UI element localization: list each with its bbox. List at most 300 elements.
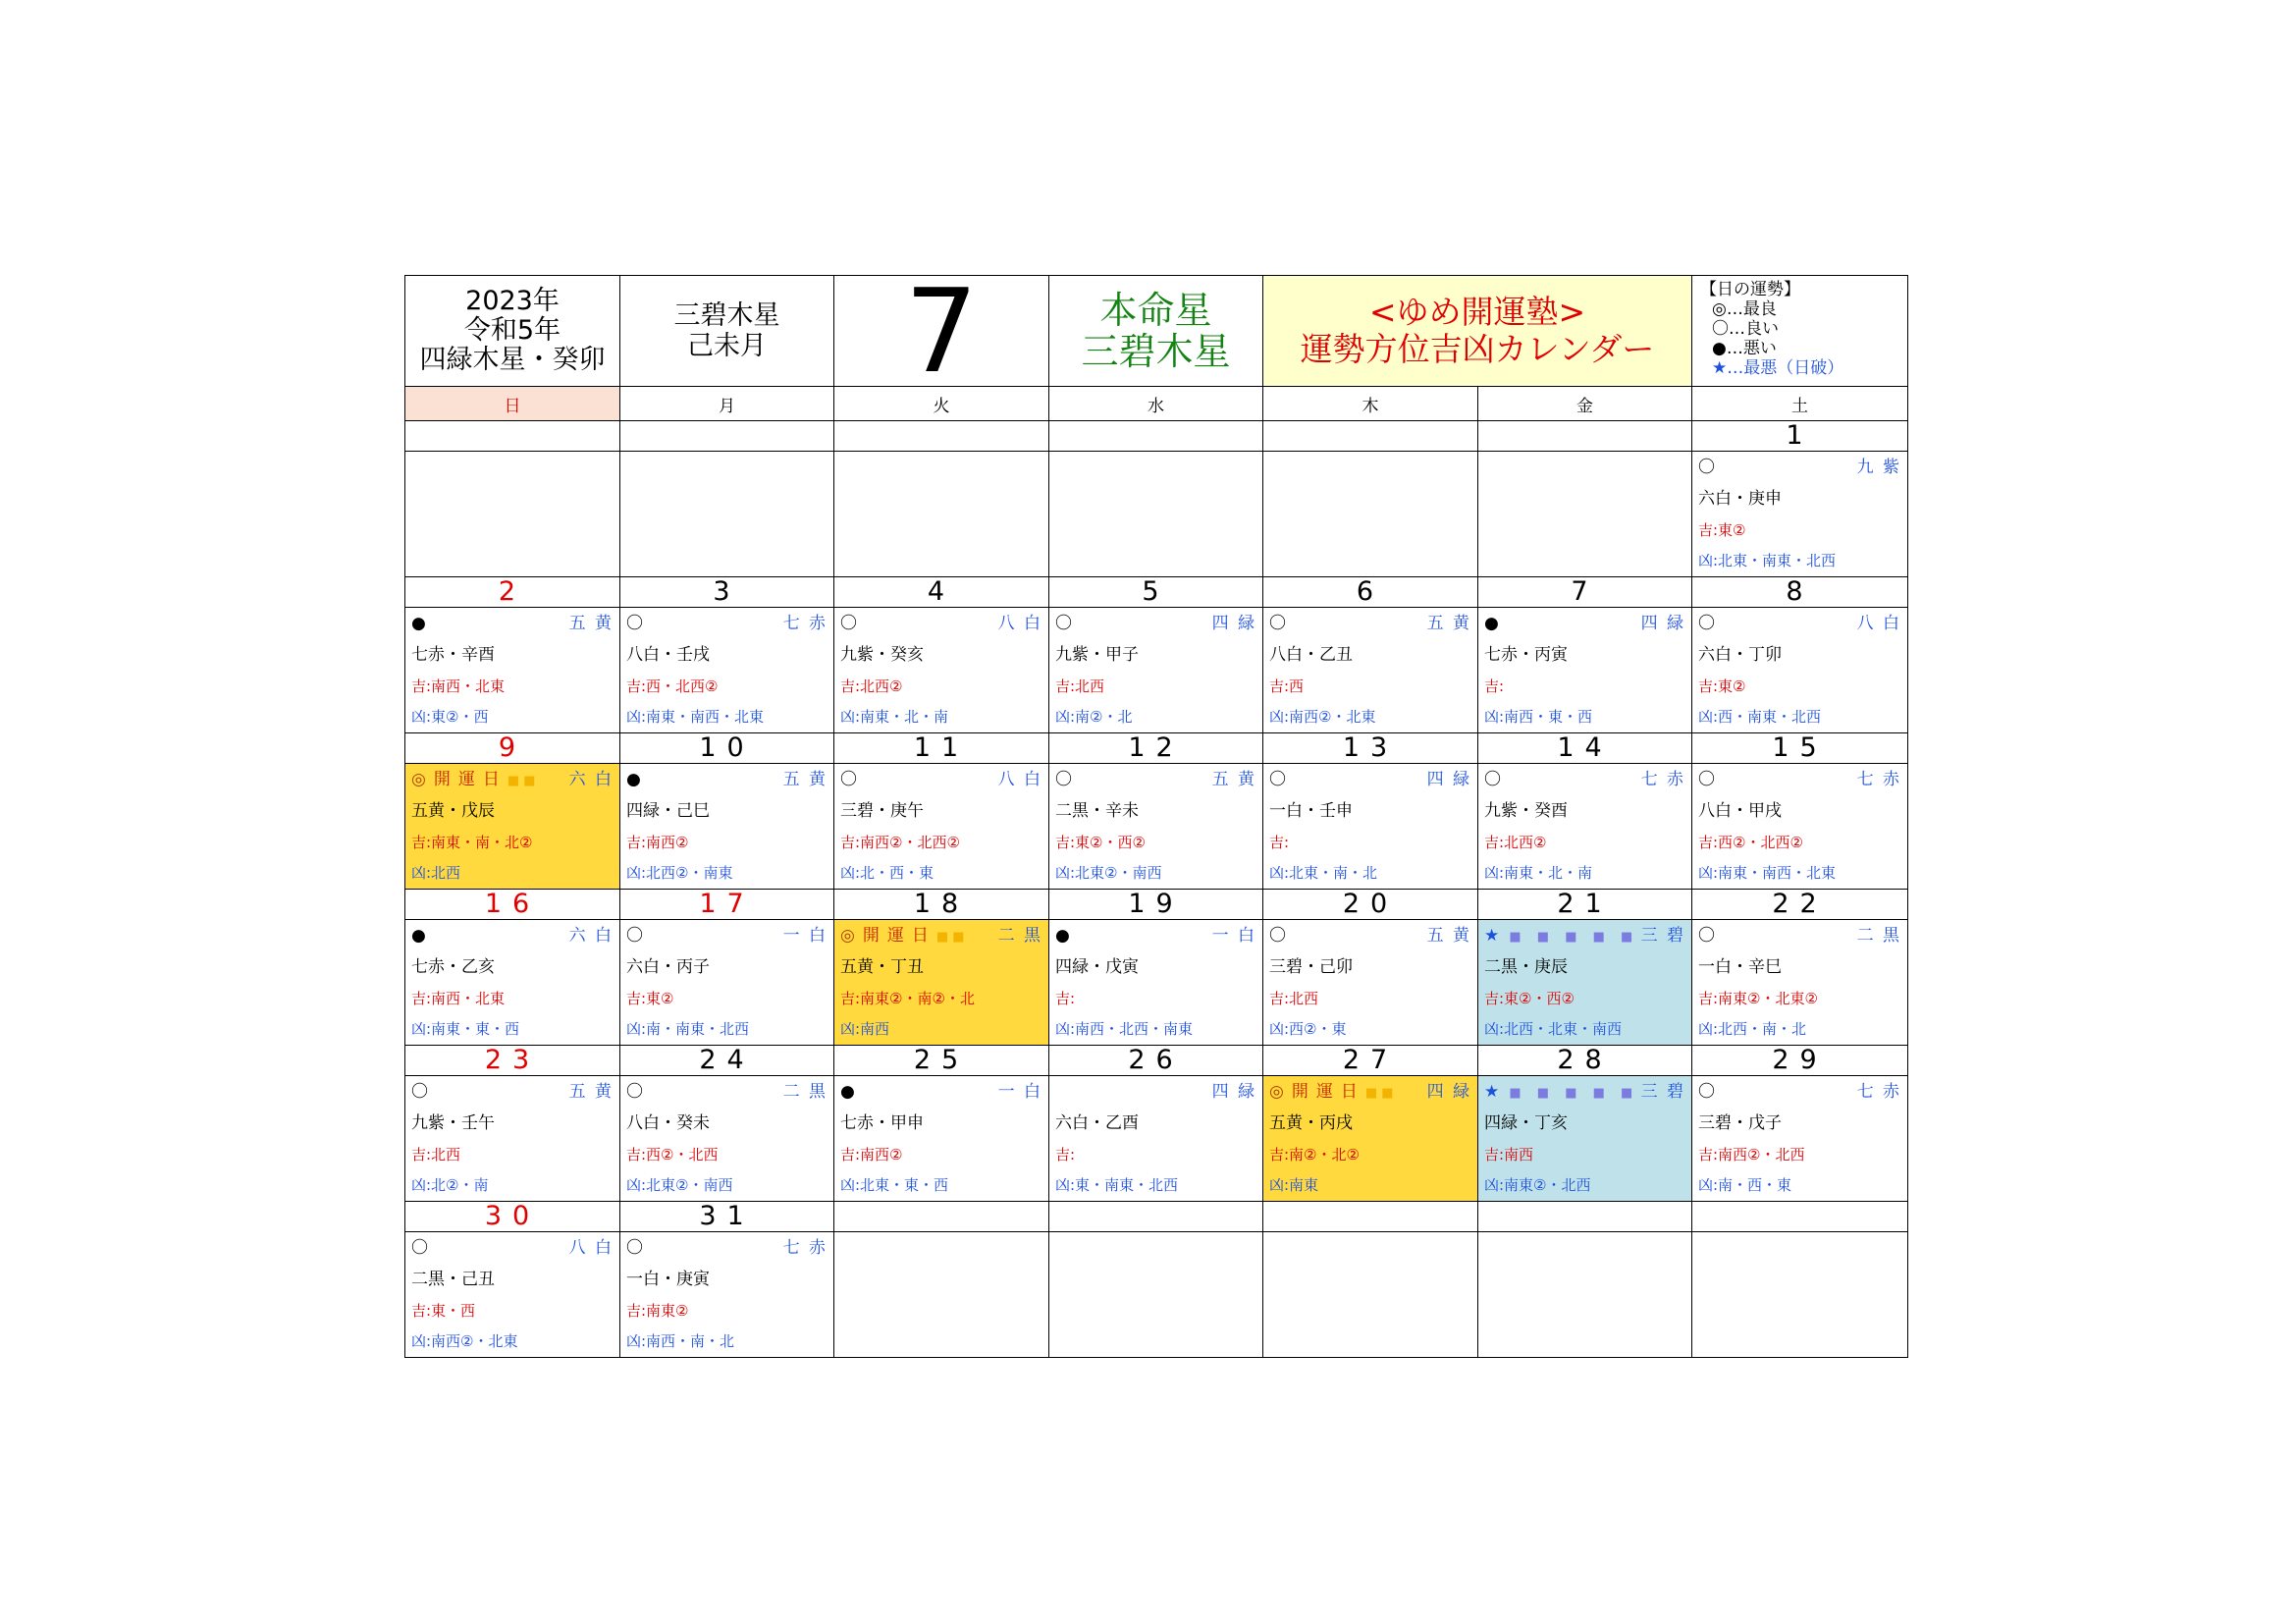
unlucky-directions: 凶:東・南東・北西: [1055, 1176, 1179, 1194]
day-cell: [1692, 452, 1908, 577]
fortune-mark: 〇: [626, 926, 643, 946]
unlucky-directions: 凶:西・南東・北西: [1698, 708, 1822, 726]
fortune-mark: 〇: [1698, 770, 1715, 789]
day-cell: [620, 1232, 834, 1358]
day-content: [1049, 920, 1262, 1045]
day-star: 五 黄: [568, 614, 614, 633]
fortune-mark: 〇: [1269, 614, 1286, 633]
empty-cell: [1478, 452, 1691, 576]
legend-bad: ●…悪い: [1712, 339, 1777, 358]
fortune-row: [411, 920, 614, 951]
lucky-directions: 吉:東・西: [411, 1302, 476, 1320]
honmei-star: 三碧木星: [1081, 330, 1231, 373]
day-star: 七 赤: [1640, 770, 1685, 789]
day-star: 七 赤: [1856, 770, 1901, 789]
weekday-sun: 日: [405, 387, 620, 421]
date-number: 23: [405, 1046, 620, 1076]
day-star: 五 黄: [1426, 926, 1471, 946]
lucky-directions: 吉:西②・北西②: [1698, 834, 1803, 851]
day-cell: [1478, 1076, 1692, 1202]
day-content: [620, 764, 833, 889]
fortune-mark-group: [1269, 608, 1286, 639]
empty-cell: [1049, 452, 1262, 576]
day-kanshi: 一白・壬申: [1269, 801, 1353, 821]
fortune-mark-group: [626, 1076, 643, 1108]
weekday-sat: 土: [1692, 387, 1908, 421]
date-number: 29: [1692, 1046, 1908, 1076]
day-star: 七 赤: [1856, 1082, 1901, 1102]
date-number: 28: [1478, 1046, 1692, 1076]
day-cell: [405, 608, 620, 733]
fortune-row: [1055, 608, 1256, 639]
lucky-directions: 吉:南西②: [626, 834, 689, 851]
kaiun-square-icon: ■ ■: [507, 774, 536, 788]
fortune-mark-group: [1269, 920, 1286, 951]
fortune-row: [1269, 1076, 1471, 1108]
day-kanshi: 一白・庚寅: [626, 1270, 710, 1289]
empty-cell: [1263, 452, 1477, 576]
fortune-mark-group: [1484, 920, 1638, 951]
fortune-mark: 〇: [411, 1238, 428, 1258]
fortune-mark: ◎: [840, 926, 855, 946]
unlucky-directions: 凶:南東②・北西: [1484, 1176, 1591, 1194]
unlucky-directions: 凶:北東②・南西: [1055, 864, 1162, 882]
day-cell: [834, 1076, 1049, 1202]
fortune-mark-group: [1055, 608, 1072, 639]
unlucky-directions: 凶:南東・北・南: [840, 708, 949, 726]
lucky-directions: 吉:南東②・南②・北: [840, 990, 975, 1007]
unlucky-directions: 凶:北東②・南西: [626, 1176, 733, 1194]
lucky-directions: 吉:: [1055, 1146, 1076, 1164]
day-kanshi: 六白・丁卯: [1698, 645, 1782, 665]
date-row: [405, 1202, 1908, 1232]
day-cell: [1478, 920, 1692, 1046]
fortune-mark-group: [411, 1076, 428, 1108]
date-number: 19: [1049, 890, 1263, 920]
date-number: [620, 421, 834, 452]
day-star: 八 白: [997, 614, 1042, 633]
date-number: [1263, 421, 1478, 452]
date-number: 11: [834, 733, 1049, 764]
weekday-mon: 月: [620, 387, 834, 421]
calendar-table: [404, 275, 1908, 1358]
fortune-row: [1484, 1076, 1685, 1108]
date-number: [834, 1202, 1049, 1232]
day-kanshi: 三碧・戊子: [1698, 1113, 1782, 1133]
fortune-mark-group: [1698, 920, 1715, 951]
fortune-row: [1055, 920, 1256, 951]
day-detail-row: [405, 764, 1908, 890]
fortune-row: [1269, 920, 1471, 951]
lucky-directions: 吉:東②・西②: [1055, 834, 1146, 851]
day-cell: [620, 1076, 834, 1202]
honmei-label: 本命星: [1099, 289, 1212, 332]
day-kanshi: 四緑・丁亥: [1484, 1113, 1568, 1133]
fortune-mark-group: [840, 608, 857, 639]
date-number: 5: [1049, 577, 1263, 608]
day-cell: [405, 764, 620, 890]
fortune-mark: 〇: [1698, 1082, 1715, 1102]
day-content: [1049, 764, 1262, 889]
day-content: [834, 1076, 1048, 1201]
fortune-row: [1055, 1076, 1256, 1108]
empty-cell: [405, 452, 619, 576]
date-number: 16: [405, 890, 620, 920]
day-star: 八 白: [997, 770, 1042, 789]
day-kanshi: 八白・甲戌: [1698, 801, 1782, 821]
fortune-row: [626, 1232, 828, 1264]
fortune-mark: ●: [411, 926, 426, 946]
date-number: 18: [834, 890, 1049, 920]
day-kanshi: 五黄・戊辰: [411, 801, 495, 821]
fortune-mark-group: [626, 1232, 643, 1264]
day-detail-row: [405, 608, 1908, 733]
lucky-directions: 吉:東②: [626, 990, 674, 1007]
unlucky-directions: 凶:南西②・北東: [1269, 708, 1376, 726]
empty-cell: [1263, 1232, 1477, 1357]
day-star: 一 白: [997, 1082, 1042, 1102]
day-cell: [834, 608, 1049, 733]
fortune-mark: 〇: [1484, 770, 1501, 789]
date-number: 30: [405, 1202, 620, 1232]
fortune-row: [1698, 764, 1901, 795]
date-number: 20: [1263, 890, 1478, 920]
day-content: [1692, 608, 1907, 732]
day-cell: [405, 1076, 620, 1202]
day-cell: [1049, 608, 1263, 733]
fortune-mark-group: [1269, 1076, 1394, 1108]
date-number: 7: [1478, 577, 1692, 608]
year-western: 2023年: [465, 286, 560, 316]
day-cell: [1478, 764, 1692, 890]
fortune-mark: 〇: [626, 1082, 643, 1102]
fortune-mark-group: [1698, 452, 1715, 483]
day-kanshi: 四緑・戊寅: [1055, 957, 1139, 977]
day-star: 一 白: [782, 926, 828, 946]
day-star: 二 黒: [997, 926, 1042, 946]
weekday-row: [405, 387, 1908, 421]
day-content: [1049, 608, 1262, 732]
unlucky-directions: 凶:北東・南東・北西: [1698, 552, 1837, 569]
day-kanshi: 七赤・辛酉: [411, 645, 495, 665]
fortune-mark: 〇: [840, 614, 857, 633]
day-cell: [1049, 452, 1263, 577]
day-content: [1263, 764, 1477, 889]
day-star: 二 黒: [782, 1082, 828, 1102]
day-content: [1263, 920, 1477, 1045]
date-number: 22: [1692, 890, 1908, 920]
lucky-directions: 吉:南東・南・北②: [411, 834, 533, 851]
day-detail-row: [405, 1076, 1908, 1202]
day-kanshi: 五黄・丙戌: [1269, 1113, 1353, 1133]
title-school: <ゆめ開運塾>: [1368, 293, 1586, 331]
unlucky-directions: 凶:南東・北・南: [1484, 864, 1593, 882]
fortune-mark: ●: [411, 614, 426, 633]
day-kanshi: 二黒・辛未: [1055, 801, 1139, 821]
day-kanshi: 八白・癸未: [626, 1113, 710, 1133]
day-star: 四 緑: [1211, 1082, 1256, 1102]
day-cell: [834, 1232, 1049, 1358]
lucky-directions: 吉:東②: [1698, 521, 1746, 539]
lucky-directions: 吉:: [1055, 990, 1076, 1007]
date-number: [1049, 1202, 1263, 1232]
unlucky-directions: 凶:北東・南・北: [1269, 864, 1378, 882]
lucky-directions: 吉:南東②・北東②: [1698, 990, 1818, 1007]
unlucky-directions: 凶:北西②・南東: [626, 864, 733, 882]
date-number: [405, 421, 620, 452]
unlucky-directions: 凶:北西・南・北: [1698, 1020, 1807, 1038]
day-cell: [1478, 452, 1692, 577]
day-star: 五 黄: [1211, 770, 1256, 789]
day-cell: [1263, 764, 1478, 890]
month-info: [620, 276, 834, 387]
day-kanshi: 六白・丙子: [626, 957, 710, 977]
lucky-directions: 吉:西・北西②: [626, 677, 719, 695]
empty-cell: [620, 452, 833, 576]
unlucky-directions: 凶:南東・東・西: [411, 1020, 520, 1038]
fortune-mark-group: [1484, 608, 1499, 639]
day-star: 七 赤: [782, 614, 828, 633]
unlucky-directions: 凶:北東・東・西: [840, 1176, 949, 1194]
day-kanshi: 五黄・丁丑: [840, 957, 924, 977]
day-kanshi: 二黒・己丑: [411, 1270, 495, 1289]
fortune-row: [840, 764, 1042, 795]
fortune-mark: ●: [1484, 614, 1499, 633]
lucky-directions: 吉:: [1484, 677, 1505, 695]
unlucky-directions: 凶:南西②・北東: [411, 1332, 518, 1350]
day-cell: [1263, 1232, 1478, 1358]
fortune-mark: ●: [626, 770, 641, 789]
day-kanshi: 七赤・甲申: [840, 1113, 924, 1133]
fortune-mark: 〇: [1698, 614, 1715, 633]
fortune-mark-group: [626, 608, 643, 639]
lucky-directions: 吉:南東②: [626, 1302, 689, 1320]
day-content: [405, 1232, 619, 1357]
kaiun-label: 開運日: [862, 926, 936, 946]
day-kanshi: 九紫・癸酉: [1484, 801, 1568, 821]
day-content: [1478, 764, 1691, 889]
empty-cell: [834, 452, 1048, 576]
day-content: [1263, 1076, 1477, 1201]
lucky-directions: 吉:南②・北②: [1269, 1146, 1360, 1164]
kaiun-square-icon: ■ ■: [1364, 1086, 1394, 1101]
day-content: [1692, 764, 1907, 889]
day-cell: [834, 920, 1049, 1046]
day-cell: [834, 452, 1049, 577]
unlucky-directions: 凶:南西・南・北: [626, 1332, 735, 1350]
fortune-mark: ★: [1484, 1082, 1500, 1102]
month-star: 三碧木星: [673, 300, 780, 331]
fortune-row: [1269, 764, 1471, 795]
day-content: [1692, 920, 1907, 1045]
day-content: [405, 1076, 619, 1201]
fortune-mark: 〇: [1055, 770, 1072, 789]
date-number: 27: [1263, 1046, 1478, 1076]
fortune-mark: 〇: [1269, 926, 1286, 946]
fortune-mark: ●: [840, 1082, 855, 1102]
unlucky-directions: 凶:南・西・東: [1698, 1176, 1792, 1194]
day-cell: [405, 920, 620, 1046]
day-cell: [1049, 920, 1263, 1046]
unlucky-directions: 凶:北西: [411, 864, 461, 882]
day-content: [834, 920, 1048, 1045]
date-number: [1263, 1202, 1478, 1232]
day-cell: [1049, 1232, 1263, 1358]
date-number: [834, 421, 1049, 452]
month-number: 7: [834, 276, 1049, 387]
fortune-mark: 〇: [411, 1082, 428, 1102]
day-star: 九 紫: [1856, 458, 1901, 477]
date-number: 3: [620, 577, 834, 608]
legend-title: 【日の運勢】: [1700, 280, 1800, 299]
fortune-row: [1484, 764, 1685, 795]
fortune-row: [1484, 920, 1685, 951]
fortune-mark: ◎: [1269, 1082, 1284, 1102]
kaiun-label: 開運日: [433, 770, 507, 789]
fortune-mark-group: [1055, 920, 1070, 951]
day-cell: [1478, 608, 1692, 733]
date-number: 13: [1263, 733, 1478, 764]
day-star: 八 白: [1856, 614, 1901, 633]
day-cell: [834, 764, 1049, 890]
fortune-mark: 〇: [1698, 926, 1715, 946]
date-number: 8: [1692, 577, 1908, 608]
day-cell: [1692, 608, 1908, 733]
day-content: [1692, 452, 1907, 576]
header-row: [405, 276, 1908, 387]
day-cell: [1692, 920, 1908, 1046]
day-cell: [620, 452, 834, 577]
fortune-row: [840, 608, 1042, 639]
fortune-row: [626, 1076, 828, 1108]
day-content: [1263, 608, 1477, 732]
fortune-row: [411, 1076, 614, 1108]
unlucky-directions: 凶:北②・南: [411, 1176, 489, 1194]
fortune-mark-group: [626, 920, 643, 951]
day-cell: [405, 1232, 620, 1358]
year-star: 四緑木星・癸卯: [419, 345, 606, 375]
day-star: 三 碧: [1640, 1082, 1685, 1102]
day-star: 四 緑: [1211, 614, 1256, 633]
lucky-directions: 吉:北西: [1055, 677, 1105, 695]
fortune-row: [1269, 608, 1471, 639]
fortune-mark-group: [1698, 1076, 1715, 1108]
lucky-directions: 吉:東②・西②: [1484, 990, 1575, 1007]
day-star: 七 赤: [782, 1238, 828, 1258]
day-kanshi: 八白・乙丑: [1269, 645, 1353, 665]
unlucky-directions: 凶:南東・南西・北東: [626, 708, 765, 726]
fortune-row: [1698, 920, 1901, 951]
fortune-mark-group: [840, 764, 857, 795]
day-detail-row: [405, 452, 1908, 577]
empty-cell: [834, 1232, 1048, 1357]
date-number: [1692, 1202, 1908, 1232]
date-number: 1: [1692, 421, 1908, 452]
date-row: [405, 1046, 1908, 1076]
year-reiwa: 令和5年: [463, 315, 561, 346]
legend: [1692, 276, 1908, 387]
day-star: 一 白: [1211, 926, 1256, 946]
day-content: [834, 764, 1048, 889]
empty-cell: [1478, 1232, 1691, 1357]
day-detail-row: [405, 1232, 1908, 1358]
worst-square-icon: ■ ■ ■ ■ ■: [1499, 1086, 1639, 1101]
day-content: [405, 764, 619, 889]
day-content: [1049, 1076, 1262, 1201]
date-number: 6: [1263, 577, 1478, 608]
day-content: [620, 1076, 833, 1201]
date-number: 12: [1049, 733, 1263, 764]
fortune-mark-group: [411, 920, 426, 951]
date-number: 9: [405, 733, 620, 764]
day-content: [1692, 1076, 1907, 1201]
day-star: 三 碧: [1640, 926, 1685, 946]
day-kanshi: 一白・辛巳: [1698, 957, 1782, 977]
date-number: 31: [620, 1202, 834, 1232]
day-cell: [405, 452, 620, 577]
lucky-directions: 吉:北西②: [840, 677, 903, 695]
fortune-mark-group: [411, 1232, 428, 1264]
date-number: [1478, 1202, 1692, 1232]
lucky-directions: 吉:東②: [1698, 677, 1746, 695]
day-cell: [1478, 1232, 1692, 1358]
unlucky-directions: 凶:西②・東: [1269, 1020, 1347, 1038]
day-kanshi: 六白・乙酉: [1055, 1113, 1139, 1133]
day-kanshi: 九紫・甲子: [1055, 645, 1139, 665]
date-number: 21: [1478, 890, 1692, 920]
fortune-row: [411, 1232, 614, 1264]
day-content: [620, 1232, 833, 1357]
fortune-mark-group: [411, 764, 536, 795]
lucky-directions: 吉:北西: [1269, 990, 1319, 1007]
weeks-body: [405, 421, 1908, 1358]
day-kanshi: 七赤・丙寅: [1484, 645, 1568, 665]
day-cell: [1692, 1232, 1908, 1358]
unlucky-directions: 凶:南東: [1269, 1176, 1319, 1194]
legend-worst: ★…最悪（日破）: [1712, 358, 1844, 378]
fortune-row: [1698, 608, 1901, 639]
date-number: 4: [834, 577, 1049, 608]
day-kanshi: 三碧・己卯: [1269, 957, 1353, 977]
day-star: 六 白: [568, 926, 614, 946]
day-kanshi: 六白・庚申: [1698, 489, 1782, 509]
lucky-directions: 吉:北西: [411, 1146, 461, 1164]
lucky-directions: 吉:西: [1269, 677, 1305, 695]
fortune-row: [411, 608, 614, 639]
honmei-info: [1049, 276, 1263, 387]
lucky-directions: 吉:西②・北西: [626, 1146, 719, 1164]
day-star: 五 黄: [1426, 614, 1471, 633]
fortune-row: [626, 764, 828, 795]
lucky-directions: 吉:北西②: [1484, 834, 1547, 851]
lucky-directions: 吉:: [1269, 834, 1290, 851]
date-number: 15: [1692, 733, 1908, 764]
month-branch: 己未月: [687, 331, 767, 361]
title-main: 運勢方位吉凶カレンダー: [1300, 330, 1655, 368]
weekday-thu: 木: [1263, 387, 1478, 421]
day-star: 八 白: [568, 1238, 614, 1258]
day-star: 五 黄: [568, 1082, 614, 1102]
day-cell: [1263, 608, 1478, 733]
day-cell: [1263, 1076, 1478, 1202]
lucky-directions: 吉:南西・北東: [411, 990, 506, 1007]
day-cell: [1049, 764, 1263, 890]
fortune-mark-group: [1484, 764, 1501, 795]
day-kanshi: 四緑・己巳: [626, 801, 710, 821]
legend-best: ◎…最良: [1712, 299, 1777, 319]
day-star: 六 白: [568, 770, 614, 789]
lucky-directions: 吉:南西②・北西②: [840, 834, 960, 851]
